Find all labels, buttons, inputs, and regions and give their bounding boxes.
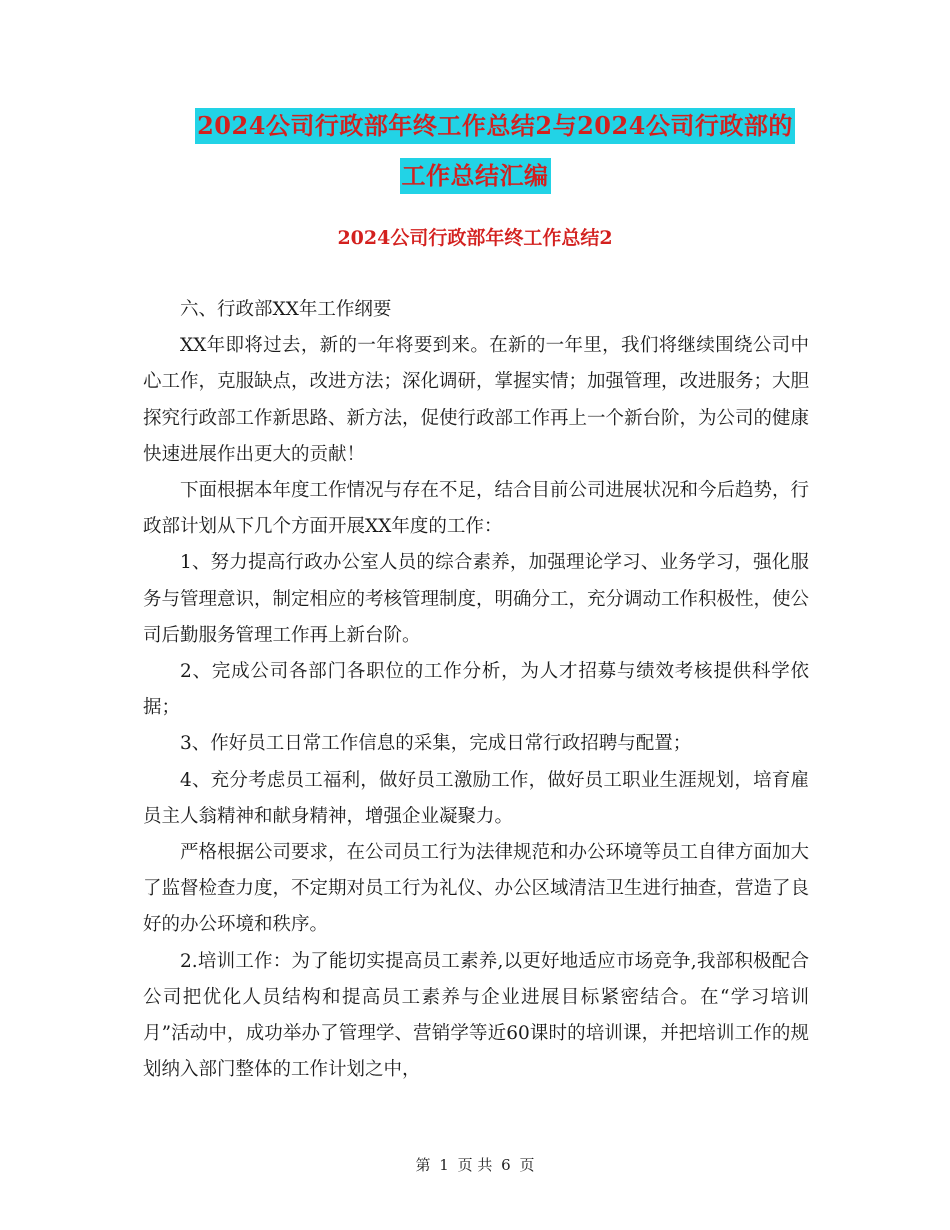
- footer-prefix: 第: [415, 1156, 431, 1174]
- paragraph: 3、作好员工日常工作信息的采集，完成日常行政招聘与配置；: [180, 733, 692, 755]
- paragraph: 2、完成公司各部门各职位的工作分析，为人才招募与绩效考核提供科学依据；: [143, 661, 809, 719]
- title-line-1: 2024公司行政部年终工作总结2与2024公司行政部的: [195, 108, 795, 144]
- footer-mid: 页 共: [457, 1156, 493, 1174]
- document-title: [0, 108, 950, 194]
- paragraph: 六、行政部XX年工作纲要: [180, 299, 392, 320]
- title-line-2: 工作总结汇编: [400, 158, 551, 194]
- total-pages: 6: [501, 1156, 511, 1174]
- paragraph: 2.培训工作：为了能切实提高员工素养,以更好地适应市场竞争,我部积极配合公司把优化人员结构和提高员工素养与企业进展目标紧密结合。在“学习培训月”活动中，成功举办了管理学、营销学等近60课时的培训课，并把培训工作的规划纳入部门整体的工作计划之中，: [143, 950, 809, 1081]
- paragraph: 下面根据本年度工作情况与存在不足，结合目前公司进展状况和今后趋势，行政部计划从下几个方面开展XX年度的工作：: [143, 480, 810, 538]
- footer-suffix: 页: [519, 1156, 535, 1174]
- document-body: [143, 292, 809, 1088]
- paragraph: 严格根据公司要求，在公司员工行为法律规范和办公环境等员工自律方面加大了监督检查力度，不定期对员工行为礼仪、办公区域清洁卫生进行抽查，营造了良好的办公环境和秩序。: [143, 842, 810, 936]
- paragraph: XX年即将过去，新的一年将要到来。在新的一年里，我们将继续围绕公司中心工作，克服缺点，改进方法；深化调研，掌握实情；加强管理，改进服务；大胆探究行政部工作新思路、新方法，促使行政部工作再上一个新台阶，为公司的健康快速进展作出更大的贡献！: [143, 335, 810, 465]
- page-number: 1: [439, 1156, 449, 1174]
- section-title: 2024公司行政部年终工作总结2: [337, 227, 613, 249]
- paragraph: 1、努力提高行政办公室人员的综合素养，加强理论学习、业务学习，强化服务与管理意识，制定相应的考核管理制度，明确分工，充分调动工作积极性，使公司后勤服务管理工作再上新台阶。: [143, 552, 810, 646]
- paragraph: 4、充分考虑员工福利，做好员工激励工作，做好员工职业生涯规划，培育雇员主人翁精神和献身精神，增强企业凝聚力。: [143, 769, 809, 827]
- page-footer: [0, 1154, 950, 1175]
